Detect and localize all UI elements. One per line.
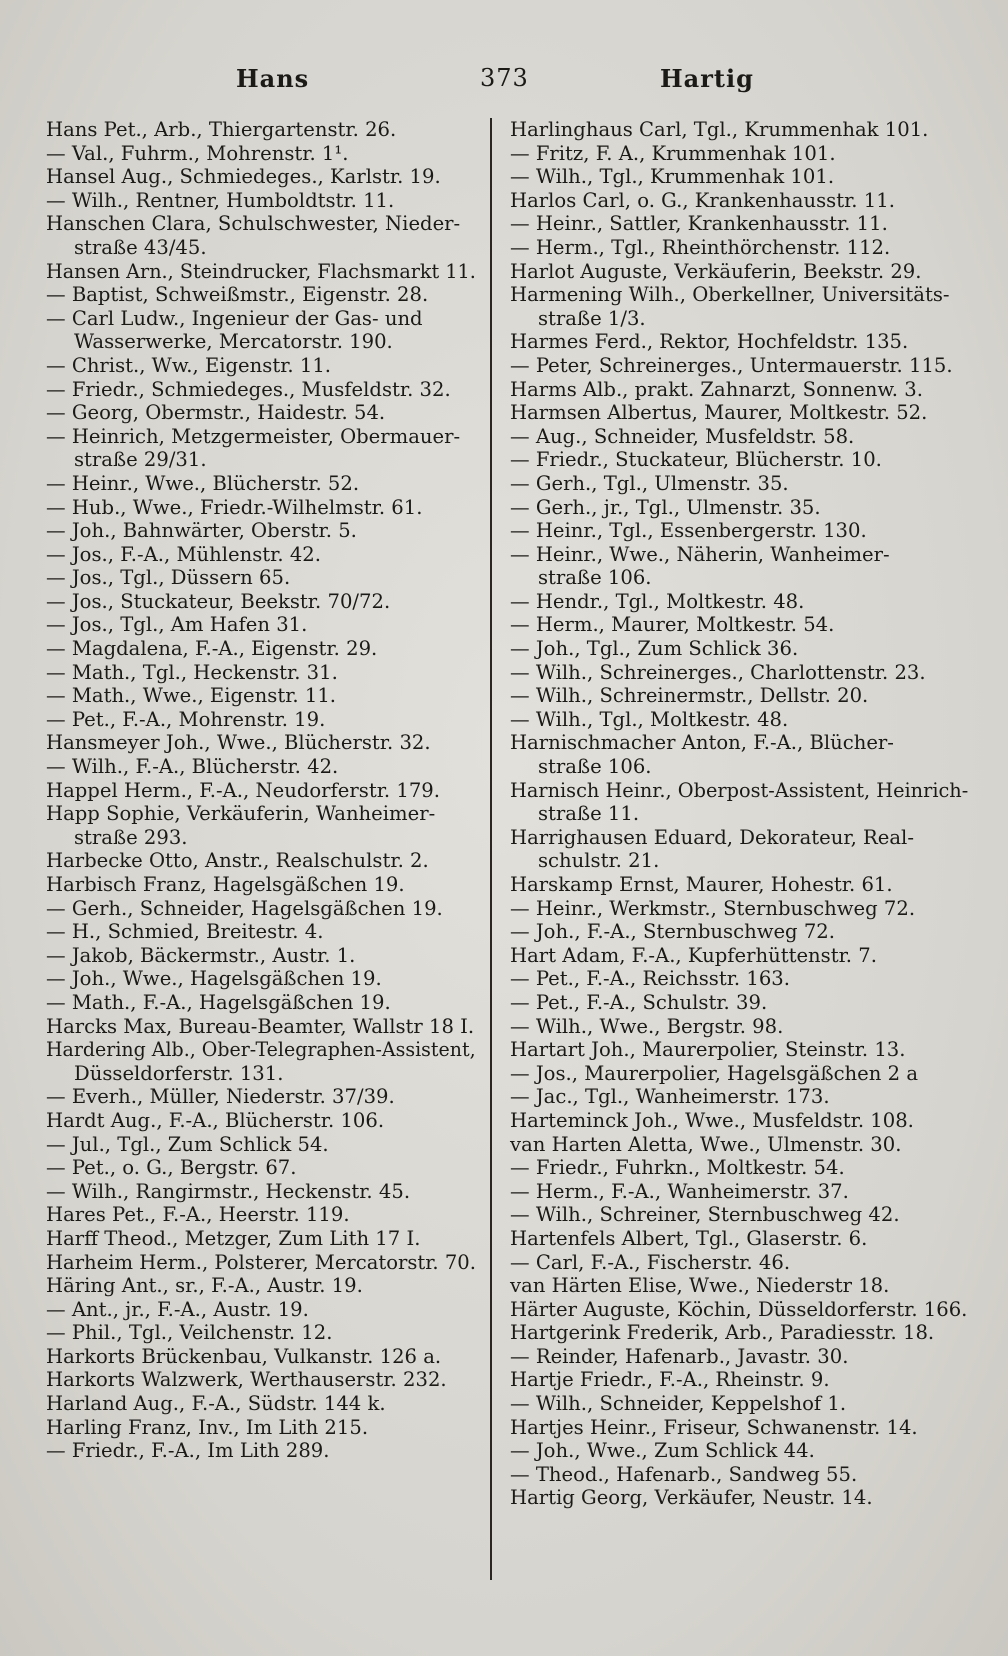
entry-continuation: straße 1/3. (538, 306, 646, 330)
entry-text: Harheim Herm., Polsterer, Mercatorstr. 70. (46, 1250, 476, 1274)
directory-entry (510, 1109, 968, 1133)
directory-entry (46, 684, 476, 708)
directory-entry (46, 849, 476, 873)
directory-entry (46, 283, 476, 307)
entry-text: — Heinr., Wwe., Näherin, Wanheimer- (510, 542, 890, 566)
header-first-name: Hans (236, 64, 310, 93)
directory-entry (46, 307, 476, 354)
directory-entry (46, 613, 476, 637)
entry-text: — Gerh., jr., Tgl., Ulmenstr. 35. (510, 495, 821, 519)
directory-entry (510, 731, 968, 778)
directory-entry (46, 142, 476, 166)
directory-entry (46, 1156, 476, 1180)
entry-text: — Jos., Stuckateur, Beekstr. 70/72. (46, 589, 391, 613)
directory-entry (46, 1015, 476, 1039)
entry-text: — Wilh., Schneider, Keppelshof 1. (510, 1392, 847, 1416)
entry-text: — Jos., Tgl., Am Hafen 31. (46, 613, 308, 637)
directory-entry (510, 967, 968, 991)
directory-entry (510, 472, 968, 496)
directory-entry (510, 401, 968, 425)
entry-text: — Friedr., Stuckateur, Blücherstr. 10. (510, 448, 882, 472)
entry-continuation: straße 43/45. (74, 235, 207, 259)
entry-continuation: Wasserwerke, Mercatorstr. 190. (74, 330, 393, 354)
directory-entry (46, 354, 476, 378)
directory-entry (510, 1180, 968, 1204)
directory-entry (510, 1227, 968, 1251)
entry-text: — Ant., jr., F.-A., Austr. 19. (46, 1297, 309, 1321)
entry-text: — Friedr., F.-A., Im Lith 289. (46, 1439, 330, 1463)
directory-entry (46, 1251, 476, 1275)
directory-entry (46, 1274, 476, 1298)
directory-entry (46, 1085, 476, 1109)
directory-entry (510, 1274, 968, 1298)
entry-text: Harmsen Albertus, Maurer, Moltkestr. 52. (510, 401, 928, 425)
directory-entry (46, 425, 476, 472)
directory-entry (510, 1463, 968, 1487)
entry-text: Harkorts Walzwerk, Werthauserstr. 232. (46, 1368, 447, 1392)
directory-entry (510, 1038, 968, 1062)
directory-entry (510, 1015, 968, 1039)
directory-entry (46, 212, 476, 259)
entry-text: — Jakob, Bäckermstr., Austr. 1. (46, 943, 356, 967)
entry-text: Harlinghaus Carl, Tgl., Krummenhak 101. (510, 118, 929, 141)
entry-text: — Math., Wwe., Eigenstr. 11. (46, 684, 337, 708)
directory-entry (46, 873, 476, 897)
directory-entry (46, 661, 476, 685)
entry-text: Härter Auguste, Köchin, Düsseldorferstr. 166. (510, 1297, 968, 1321)
entry-text: Harff Theod., Metzger, Zum Lith 17 I. (46, 1226, 421, 1250)
directory-entry (46, 566, 476, 590)
directory-entry (510, 920, 968, 944)
directory-entry (46, 519, 476, 543)
directory-entry (46, 755, 476, 779)
directory-entry (510, 1392, 968, 1416)
directory-entry (46, 118, 476, 142)
entry-text: — Jac., Tgl., Wanheimerstr. 173. (510, 1085, 830, 1109)
entry-text: — Hub., Wwe., Friedr.-Wilhelmstr. 61. (46, 495, 423, 519)
directory-entry (510, 1203, 968, 1227)
directory-entry (46, 1392, 476, 1416)
entry-text: — Christ., Ww., Eigenstr. 11. (46, 353, 332, 377)
entry-text: — Heinr., Tgl., Essenbergerstr. 130. (510, 519, 867, 543)
entry-text: — Theod., Hafenarb., Sandweg 55. (510, 1462, 858, 1486)
directory-entry (46, 920, 476, 944)
directory-entry (46, 165, 476, 189)
directory-entry (46, 802, 476, 849)
entry-text: — Pet., F.-A., Reichsstr. 163. (510, 967, 790, 991)
entry-text: — Pet., F.-A., Mohrenstr. 19. (46, 707, 326, 731)
entry-text: Hartig Georg, Verkäufer, Neustr. 14. (510, 1486, 873, 1510)
directory-entry (510, 991, 968, 1015)
directory-entry (510, 142, 968, 166)
entry-text: Harmening Wilh., Oberkellner, Universitäts- (510, 283, 950, 307)
right-column (510, 118, 968, 1510)
entry-text: — Friedr., Schmiedeges., Musfeldstr. 32. (46, 377, 451, 401)
directory-entry (510, 118, 968, 142)
directory-entry (510, 1486, 968, 1510)
entry-text: Harms Alb., prakt. Zahnarzt, Sonnenw. 3. (510, 377, 923, 401)
directory-entry (510, 1298, 968, 1322)
directory-entry (510, 519, 968, 543)
directory-entry (46, 260, 476, 284)
entry-text: — Pet., F.-A., Schulstr. 39. (510, 990, 768, 1014)
entry-text: — Gerh., Schneider, Hagelsgäßchen 19. (46, 896, 443, 920)
entry-text: — Carl Ludw., Ingenieur der Gas- und (46, 306, 423, 330)
directory-entry (510, 496, 968, 520)
entry-text: Harlot Auguste, Verkäuferin, Beekstr. 29. (510, 259, 922, 283)
directory-entry (46, 1180, 476, 1204)
directory-entry (510, 826, 968, 873)
directory-entry (46, 944, 476, 968)
entry-text: — Gerh., Tgl., Ulmenstr. 35. (510, 471, 789, 495)
directory-entry (510, 330, 968, 354)
entry-text: — Wilh., Wwe., Bergstr. 98. (510, 1014, 784, 1038)
entry-text: Hartenfels Albert, Tgl., Glaserstr. 6. (510, 1226, 868, 1250)
entry-text: — Wilh., Schreinerges., Charlottenstr. 23. (510, 660, 926, 684)
entry-text: Harskamp Ernst, Maurer, Hohestr. 61. (510, 873, 893, 896)
entry-text: — Wilh., Schreinermstr., Dellstr. 20. (510, 684, 869, 708)
directory-entry (510, 1321, 968, 1345)
entry-text: Häring Ant., sr., F.-A., Austr. 19. (46, 1274, 363, 1298)
entry-text: Hansen Arn., Steindrucker, Flachsmarkt 11. (46, 259, 476, 283)
entry-continuation: Düsseldorferstr. 131. (74, 1061, 284, 1085)
entry-text: — Reinder, Hafenarb., Javastr. 30. (510, 1344, 849, 1368)
entry-text: — Math., Tgl., Heckenstr. 31. (46, 660, 338, 684)
entry-text: — Carl, F.-A., Fischerstr. 46. (510, 1250, 791, 1274)
directory-entry (46, 543, 476, 567)
directory-entry (510, 1416, 968, 1440)
entry-text: Hardering Alb., Ober-Telegraphen-Assistent, (46, 1038, 476, 1062)
directory-entry (46, 1416, 476, 1440)
directory-entry (510, 425, 968, 449)
entry-text: — Jos., Maurerpolier, Hagelsgäßchen 2 a (510, 1061, 918, 1085)
entry-text: — Wilh., F.-A., Blücherstr. 42. (46, 755, 339, 779)
directory-entry (510, 897, 968, 921)
directory-entry (510, 590, 968, 614)
entry-text: — Jos., Tgl., Düssern 65. (46, 566, 291, 590)
entry-text: Happel Herm., F.-A., Neudorferstr. 179. (46, 778, 440, 802)
entry-text: Hartgerink Frederik, Arb., Paradiesstr. 18. (510, 1321, 935, 1345)
entry-text: — Heinr., Wwe., Blücherstr. 52. (46, 471, 360, 495)
entry-text: — Heinr., Sattler, Krankenhausstr. 11. (510, 212, 888, 236)
entry-text: Hartjes Heinr., Friseur, Schwanenstr. 14. (510, 1415, 918, 1439)
entry-text: — Herm., Maurer, Moltkestr. 54. (510, 613, 835, 637)
entry-text: — Phil., Tgl., Veilchenstr. 12. (46, 1321, 333, 1345)
directory-entry (510, 260, 968, 284)
directory-entry (46, 897, 476, 921)
directory-entry (510, 1345, 968, 1369)
entry-text: Happ Sophie, Verkäuferin, Wanheimer- (46, 802, 436, 826)
entry-text: Harland Aug., F.-A., Südstr. 144 k. (46, 1392, 386, 1416)
directory-entry (510, 543, 968, 590)
entry-text: Hanschen Clara, Schulschwester, Nieder- (46, 212, 461, 236)
directory-entry (510, 708, 968, 732)
entry-text: Hansel Aug., Schmiedeges., Karlstr. 19. (46, 165, 441, 189)
entry-text: — Baptist, Schweißmstr., Eigenstr. 28. (46, 283, 429, 307)
entry-text: Harteminck Joh., Wwe., Musfeldstr. 108. (510, 1108, 914, 1132)
directory-entry (46, 731, 476, 755)
entry-text: — Wilh., Tgl., Moltkestr. 48. (510, 707, 789, 731)
entry-text: Harnischmacher Anton, F.-A., Blücher- (510, 731, 894, 755)
entry-text: — Herm., Tgl., Rheinthörchenstr. 112. (510, 235, 891, 259)
directory-entry (46, 1227, 476, 1251)
entry-text: — Herm., F.-A., Wanheimerstr. 37. (510, 1179, 849, 1203)
entry-text: — Math., F.-A., Hagelsgäßchen 19. (46, 990, 391, 1014)
directory-entry (46, 708, 476, 732)
directory-entry (46, 1368, 476, 1392)
header-last-name: Hartig (660, 64, 754, 93)
entry-text: — Aug., Schneider, Musfeldstr. 58. (510, 424, 855, 448)
entry-text: Hartje Friedr., F.-A., Rheinstr. 9. (510, 1368, 830, 1392)
column-divider (490, 118, 492, 1580)
entry-text: — Joh., F.-A., Sternbuschweg 72. (510, 920, 835, 944)
directory-entry (46, 779, 476, 803)
directory-entry (510, 354, 968, 378)
entry-text: Hares Pet., F.-A., Heerstr. 119. (46, 1203, 350, 1227)
entry-text: Hardt Aug., F.-A., Blücherstr. 106. (46, 1108, 385, 1132)
entry-continuation: schulstr. 21. (538, 849, 660, 873)
entry-text: — H., Schmied, Breitestr. 4. (46, 920, 324, 944)
directory-entry (46, 1038, 476, 1085)
directory-entry (510, 637, 968, 661)
entry-text: Hans Pet., Arb., Thiergartenstr. 26. (46, 118, 397, 141)
directory-entry (510, 1062, 968, 1086)
directory-entry (510, 378, 968, 402)
entry-text: — Jos., F.-A., Mühlenstr. 42. (46, 542, 321, 566)
directory-entry (46, 590, 476, 614)
entry-text: — Val., Fuhrm., Mohrenstr. 1¹. (46, 141, 349, 165)
directory-entry (510, 1156, 968, 1180)
directory-entry (510, 613, 968, 637)
entry-continuation: straße 29/31. (74, 448, 207, 472)
directory-entry (46, 1109, 476, 1133)
entry-text: van Harten Aletta, Wwe., Ulmenstr. 30. (510, 1132, 902, 1156)
directory-entry (46, 991, 476, 1015)
directory-entry (46, 472, 476, 496)
directory-entry (510, 944, 968, 968)
directory-entry (510, 1439, 968, 1463)
entry-text: — Pet., o. G., Bergstr. 67. (46, 1156, 297, 1180)
directory-entry (510, 212, 968, 236)
entry-text: — Peter, Schreinerges., Untermauerstr. 115. (510, 353, 953, 377)
entry-text: — Joh., Wwe., Zum Schlick 44. (510, 1439, 815, 1463)
directory-entry (46, 1133, 476, 1157)
directory-entry (510, 165, 968, 189)
entry-text: — Joh., Wwe., Hagelsgäßchen 19. (46, 967, 382, 991)
directory-entry (510, 661, 968, 685)
directory-entry (510, 684, 968, 708)
entry-text: Harcks Max, Bureau-Beamter, Wallstr 18 I. (46, 1014, 475, 1038)
entry-text: — Magdalena, F.-A., Eigenstr. 29. (46, 637, 378, 661)
entry-text: — Joh., Bahnwärter, Oberstr. 5. (46, 519, 357, 543)
directory-entry (46, 496, 476, 520)
entry-continuation: straße 11. (538, 802, 640, 826)
entry-text: van Härten Elise, Wwe., Niederstr 18. (510, 1274, 890, 1298)
entry-text: — Wilh., Schreiner, Sternbuschweg 42. (510, 1203, 900, 1227)
directory-entry (46, 1321, 476, 1345)
entry-continuation: straße 293. (74, 825, 188, 849)
directory-entry (46, 1439, 476, 1463)
directory-entry (510, 189, 968, 213)
entry-continuation: straße 106. (538, 566, 652, 590)
entry-text: — Everh., Müller, Niederstr. 37/39. (46, 1085, 395, 1109)
directory-entry (46, 378, 476, 402)
entry-text: — Fritz, F. A., Krummenhak 101. (510, 141, 836, 165)
left-column (46, 118, 476, 1463)
entry-text: — Heinrich, Metzgermeister, Obermauer- (46, 424, 461, 448)
directory-entry (46, 637, 476, 661)
entry-text: Harling Franz, Inv., Im Lith 215. (46, 1415, 369, 1439)
directory-entry (46, 401, 476, 425)
entry-text: Harmes Ferd., Rektor, Hochfeldstr. 135. (510, 330, 909, 354)
directory-entry (46, 967, 476, 991)
entry-text: Harkorts Brückenbau, Vulkanstr. 126 a. (46, 1344, 442, 1368)
entry-text: Hansmeyer Joh., Wwe., Blücherstr. 32. (46, 731, 431, 755)
entry-text: — Georg, Obermstr., Haidestr. 54. (46, 401, 386, 425)
directory-entry (510, 1368, 968, 1392)
page-number: 373 (480, 64, 529, 92)
entry-text: — Heinr., Werkmstr., Sternbuschweg 72. (510, 896, 916, 920)
entry-text: — Hendr., Tgl., Moltkestr. 48. (510, 589, 805, 613)
directory-entry (510, 779, 968, 826)
directory-entry (46, 1298, 476, 1322)
entry-text: Hart Adam, F.-A., Kupferhüttenstr. 7. (510, 943, 877, 967)
entry-text: Harlos Carl, o. G., Krankenhausstr. 11. (510, 188, 895, 212)
entry-text: — Friedr., Fuhrkn., Moltkestr. 54. (510, 1156, 845, 1180)
directory-entry (510, 1085, 968, 1109)
entry-text: — Joh., Tgl., Zum Schlick 36. (510, 637, 799, 661)
entry-text: Harnisch Heinr., Oberpost-Assistent, Heinrich- (510, 778, 969, 802)
directory-entry (510, 873, 968, 897)
entry-text: Harrighausen Eduard, Dekorateur, Real- (510, 825, 914, 849)
entry-text: Hartart Joh., Maurerpolier, Steinstr. 13. (510, 1038, 906, 1062)
entry-text: — Wilh., Rentner, Humboldtstr. 11. (46, 188, 395, 212)
page-header (40, 64, 968, 104)
directory-entry (510, 1251, 968, 1275)
entry-continuation: straße 106. (538, 755, 652, 779)
directory-entry (46, 189, 476, 213)
entry-text: Harbecke Otto, Anstr., Realschulstr. 2. (46, 849, 429, 873)
directory-entry (46, 1345, 476, 1369)
entry-text: — Wilh., Rangirmstr., Heckenstr. 45. (46, 1179, 411, 1203)
directory-entry (510, 283, 968, 330)
entry-text: Harbisch Franz, Hagelsgäßchen 19. (46, 873, 405, 896)
entry-text: — Jul., Tgl., Zum Schlick 54. (46, 1132, 329, 1156)
directory-entry (46, 1203, 476, 1227)
entry-text: — Wilh., Tgl., Krummenhak 101. (510, 165, 835, 189)
directory-entry (510, 236, 968, 260)
directory-entry (510, 1133, 968, 1157)
directory-entry (510, 448, 968, 472)
